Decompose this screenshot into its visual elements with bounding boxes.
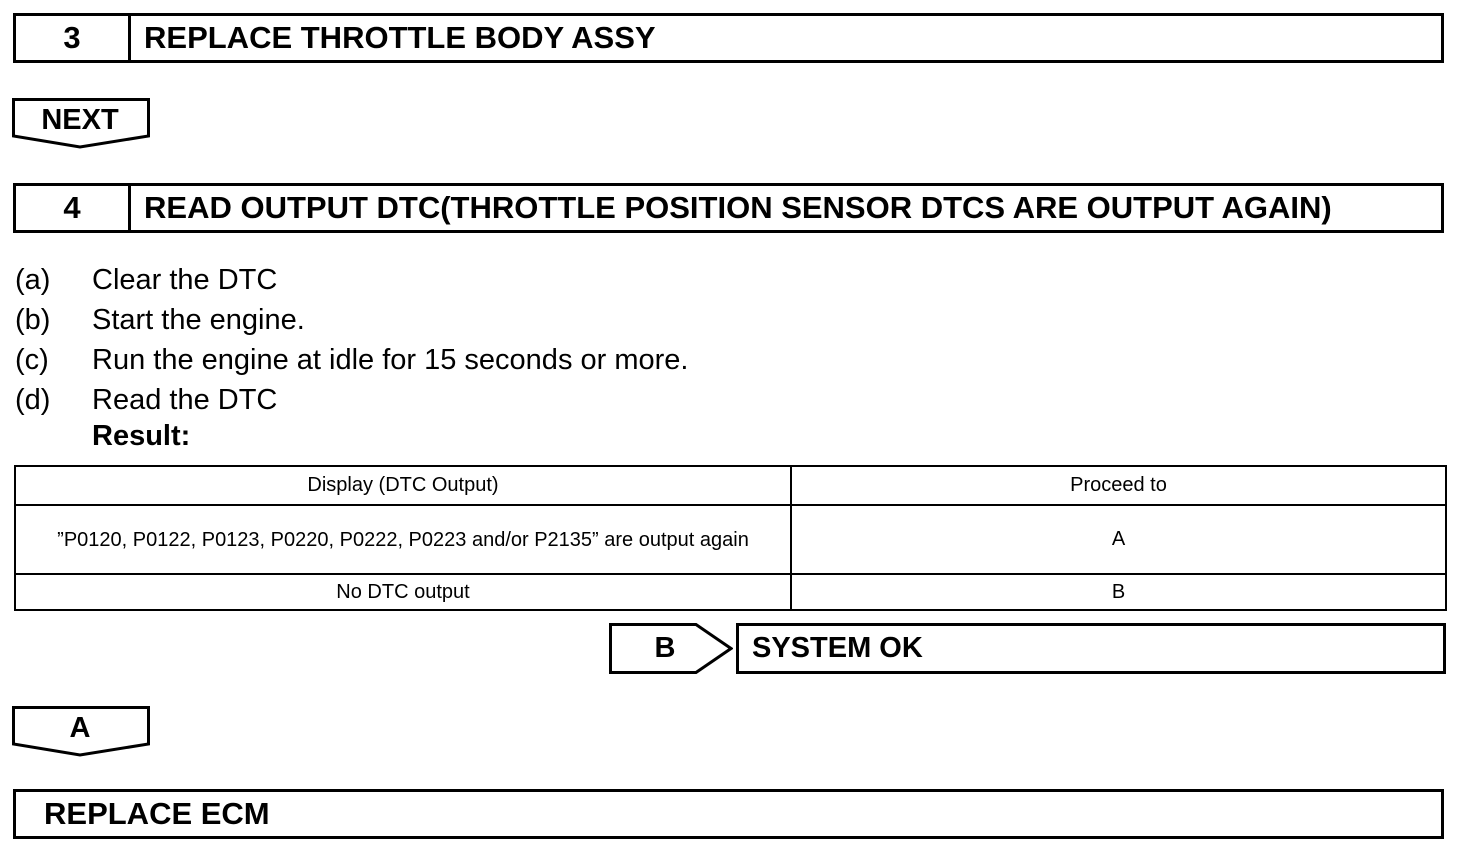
- replace-ecm-box: REPLACE ECM: [13, 789, 1444, 839]
- procedure-item-text: Read the DTC: [92, 383, 278, 416]
- branch-a-tag: [12, 706, 150, 758]
- table-row: [15, 505, 1446, 574]
- table-cell: No DTC output: [15, 574, 791, 610]
- step-3-title: REPLACE THROTTLE BODY ASSY: [144, 20, 656, 55]
- table-cell: B: [791, 574, 1446, 610]
- table-row: [15, 574, 1446, 610]
- branch-b-label: B: [654, 632, 676, 664]
- table-cell: [15, 505, 791, 574]
- procedure-item: [15, 380, 688, 420]
- procedure-item-label: (c): [15, 343, 49, 376]
- step-3-number: 3: [16, 16, 131, 60]
- table-header-row: [15, 466, 1446, 505]
- step-4-title: READ OUTPUT DTC(THROTTLE POSITION SENSOR DTCS ARE OUTPUT AGAIN): [144, 190, 1332, 225]
- table-cell: A: [791, 505, 1446, 574]
- procedure-item-text: Run the engine at idle for 15 seconds or more.: [92, 343, 689, 376]
- procedure-item-text: Start the engine.: [92, 303, 305, 336]
- procedure-item: [15, 340, 688, 380]
- table-cell-text: ”P0120, P0122, P0123, P0220, P0222, P0223 and/or P2135” are output again: [57, 528, 749, 551]
- procedure-item: [15, 300, 688, 340]
- table-header-cell: Proceed to: [791, 466, 1446, 505]
- system-ok-box: SYSTEM OK: [736, 623, 1446, 674]
- branch-a-label: A: [69, 712, 91, 744]
- procedure-item-label: (a): [15, 263, 51, 296]
- result-label: Result:: [92, 420, 191, 452]
- next-tag: [12, 98, 150, 150]
- procedure-item-label: (d): [15, 383, 51, 416]
- procedure-item: [15, 260, 688, 300]
- result-table: [14, 465, 1447, 611]
- step-4-header: [13, 183, 1444, 233]
- next-label: NEXT: [41, 104, 119, 136]
- table-header-cell: Display (DTC Output): [15, 466, 791, 505]
- step-3-header: [13, 13, 1444, 63]
- branch-b-tag: [609, 623, 733, 674]
- procedure-item-text: Clear the DTC: [92, 263, 278, 296]
- step-4-number: 4: [16, 186, 131, 230]
- procedure-list: [15, 260, 688, 420]
- procedure-item-label: (b): [15, 303, 51, 336]
